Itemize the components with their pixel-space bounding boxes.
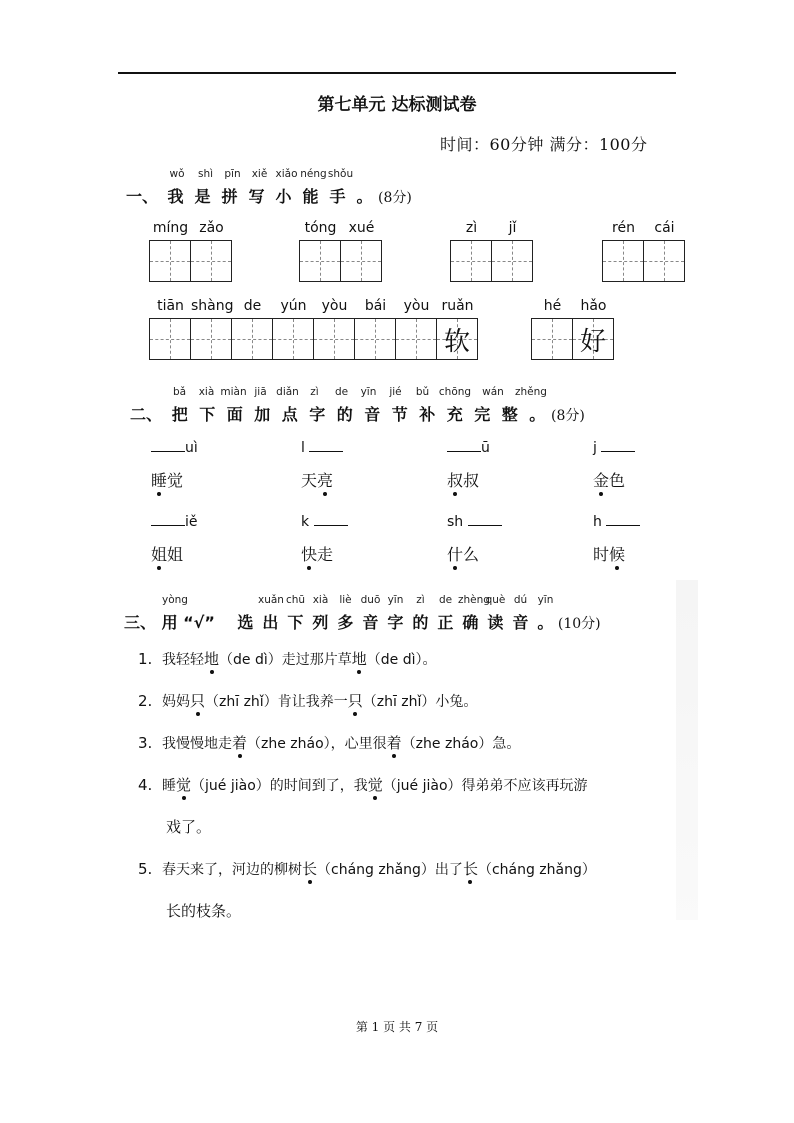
question-text: （zhī zhǐ）肯让我养一 bbox=[205, 694, 348, 710]
question-text: 春天来了，河边的柳树 bbox=[162, 862, 302, 878]
word4-cell bbox=[644, 241, 685, 281]
page-footer: 第 1 页 共 7 页 bbox=[355, 1020, 439, 1034]
dotted-word bbox=[301, 468, 333, 491]
pinyin-syllable: diǎn bbox=[276, 386, 299, 398]
question-line bbox=[138, 858, 596, 879]
question-text: （zhe zháo），心里很 bbox=[247, 736, 387, 752]
heading-char: 音 bbox=[364, 405, 381, 424]
pinyin-syllable: xiě bbox=[251, 168, 268, 180]
phrase-a-cell bbox=[150, 319, 191, 359]
pinyin-syllable: bái bbox=[364, 298, 387, 314]
pinyin-syllable: bǎ bbox=[172, 386, 187, 398]
heading-char: 音 bbox=[362, 613, 379, 632]
heading-char: 音 bbox=[512, 613, 529, 632]
heading-char: 一、 bbox=[125, 187, 158, 206]
section1-pinyin bbox=[162, 168, 354, 182]
blank-initial: l bbox=[301, 440, 310, 456]
heading-char: 写 bbox=[248, 187, 265, 206]
section2-pinyin bbox=[166, 386, 550, 400]
pinyin-syllable: ruǎn bbox=[441, 298, 474, 314]
phrase-a-cell bbox=[191, 319, 232, 359]
section3-heading bbox=[124, 610, 601, 633]
word4-grid bbox=[602, 240, 685, 282]
word2-grid bbox=[299, 240, 382, 282]
heading-char: 加 bbox=[254, 405, 271, 424]
section-score: (8分) bbox=[551, 408, 585, 424]
blank-final: iě bbox=[185, 514, 198, 530]
phrase-a-cell bbox=[314, 319, 355, 359]
blank-final: ū bbox=[481, 440, 490, 456]
pinyin-syllable: yòu bbox=[403, 298, 430, 314]
heading-char: 正 bbox=[437, 613, 454, 632]
dotted-char: 什 bbox=[447, 542, 463, 565]
question-text: （de dì）。 bbox=[366, 652, 437, 668]
pinyin-syllable: hǎo bbox=[580, 298, 607, 314]
dotted-char: 睡 bbox=[151, 468, 167, 491]
word3-grid bbox=[450, 240, 533, 282]
dotted-char: 候 bbox=[609, 542, 625, 565]
heading-char: 的 bbox=[412, 613, 429, 632]
side-watermark bbox=[676, 580, 698, 920]
pinyin-syllable: yīn bbox=[387, 594, 404, 606]
word3-pinyin bbox=[451, 220, 533, 240]
heading-char: 字 bbox=[309, 405, 326, 424]
question-line bbox=[138, 690, 477, 711]
heading-char: 小 bbox=[275, 187, 292, 206]
word-char: 觉 bbox=[167, 471, 184, 490]
pinyin-syllable: zhěng bbox=[515, 386, 547, 398]
dotted-char: 地 bbox=[351, 650, 367, 668]
pinyin-syllable: dú bbox=[513, 594, 528, 606]
section3-questions bbox=[0, 648, 794, 948]
pinyin-syllable: wán bbox=[482, 386, 504, 398]
dotted-char: 金 bbox=[593, 468, 609, 491]
pinyin-syllable: rén bbox=[612, 220, 635, 236]
blank-line bbox=[447, 438, 481, 452]
phrase-a-cell bbox=[273, 319, 314, 359]
heading-char: 下 bbox=[287, 613, 304, 632]
pinyin-syllable: xuǎn bbox=[258, 594, 284, 606]
dotted-char: 姐 bbox=[151, 542, 167, 565]
heading-char: 读 bbox=[487, 613, 504, 632]
section3-pinyin bbox=[258, 594, 558, 608]
heading-char: 列 bbox=[312, 613, 329, 632]
word3-cell bbox=[451, 241, 492, 281]
dotted-char: 觉 bbox=[176, 776, 192, 794]
heading-char: 下 bbox=[199, 405, 216, 424]
pinyin-syllable: hé bbox=[543, 298, 562, 314]
heading-char: 拼 bbox=[221, 187, 238, 206]
pinyin-syllable: tóng bbox=[304, 220, 337, 236]
pinyin-syllable: liè bbox=[339, 594, 352, 606]
dotted-char: 觉 bbox=[367, 776, 383, 794]
blank-final: uì bbox=[185, 440, 198, 456]
phrase-b-cell bbox=[573, 319, 614, 359]
blank-line bbox=[151, 438, 185, 452]
word-char: 姐 bbox=[167, 545, 184, 564]
pinyin-syllable: yīn bbox=[360, 386, 377, 398]
heading-char: 完 bbox=[474, 405, 491, 424]
pinyin-syllable: bǔ bbox=[415, 386, 430, 398]
pinyin-syllable: tiān bbox=[157, 298, 184, 314]
blank-line bbox=[151, 512, 185, 526]
word-char: 叔 bbox=[463, 471, 480, 490]
phrase-a-block bbox=[149, 298, 478, 360]
pinyin-syllable: jiā bbox=[254, 386, 267, 398]
word2-cell bbox=[341, 241, 382, 281]
pinyin-syllable: jié bbox=[389, 386, 402, 398]
word-char: 天 bbox=[301, 471, 318, 490]
word1-cell bbox=[191, 241, 232, 281]
dotted-char: 长 bbox=[302, 860, 318, 878]
syllable-blank bbox=[301, 438, 343, 456]
question-text: （zhe zháo）急。 bbox=[401, 736, 521, 752]
phrase-a-filled-char: 软 bbox=[443, 326, 470, 357]
pinyin-syllable: shǒu bbox=[327, 168, 354, 180]
question-line bbox=[138, 774, 588, 795]
syllable-blank bbox=[151, 512, 198, 530]
heading-char: 整 bbox=[501, 405, 518, 424]
pinyin-syllable: duō bbox=[360, 594, 381, 606]
pinyin-syllable: xià bbox=[198, 386, 215, 398]
question-text: 我慢慢地走 bbox=[162, 736, 232, 752]
pinyin-syllable: zhèng bbox=[458, 594, 490, 606]
heading-char: 能 bbox=[302, 187, 319, 206]
pinyin-syllable: jǐ bbox=[508, 220, 517, 236]
word2-pinyin bbox=[300, 220, 382, 240]
word-char: 走 bbox=[317, 545, 334, 564]
heading-char: 充 bbox=[446, 405, 463, 424]
section2-items bbox=[0, 438, 794, 578]
question-continuation: 戏了。 bbox=[166, 818, 212, 836]
word4-cell bbox=[603, 241, 644, 281]
heading-prefix: 三、 用 “√” bbox=[124, 613, 215, 632]
question-number: 2. bbox=[138, 692, 153, 710]
dotted-word bbox=[151, 542, 183, 565]
pinyin-syllable: pīn bbox=[224, 168, 241, 180]
question-line bbox=[138, 648, 437, 669]
question-text: （jué jiào）得弟弟不应该再玩游 bbox=[382, 778, 588, 794]
syllable-blank bbox=[301, 512, 348, 530]
dotted-char: 只 bbox=[190, 692, 206, 710]
blank-line bbox=[468, 512, 502, 526]
heading-char: 确 bbox=[462, 613, 479, 632]
pinyin-syllable: de bbox=[243, 298, 262, 314]
blank-initial: k bbox=[301, 514, 314, 530]
dotted-word bbox=[593, 468, 625, 491]
heading-char: 补 bbox=[419, 405, 436, 424]
heading-char: 多 bbox=[337, 613, 354, 632]
dotted-word bbox=[593, 542, 625, 565]
pinyin-syllable: chōng bbox=[438, 386, 472, 398]
pinyin-syllable: yīn bbox=[537, 594, 554, 606]
pinyin-syllable: què bbox=[485, 594, 506, 606]
heading-char: 节 bbox=[391, 405, 408, 424]
phrase-b-grid bbox=[531, 318, 614, 360]
word-char: 时 bbox=[593, 545, 610, 564]
phrase-a-pinyin bbox=[150, 298, 478, 318]
pinyin-syllable: yún bbox=[280, 298, 307, 314]
word3-cell bbox=[492, 241, 533, 281]
syllable-blank bbox=[593, 438, 635, 456]
word2-cell bbox=[300, 241, 341, 281]
syllable-blank bbox=[151, 438, 198, 456]
blank-line bbox=[601, 438, 635, 452]
section1-row1 bbox=[0, 220, 794, 290]
dotted-word bbox=[447, 468, 479, 491]
heading-char: 点 bbox=[281, 405, 298, 424]
word-char: 色 bbox=[609, 471, 626, 490]
dotted-char: 着 bbox=[232, 734, 248, 752]
section2-heading bbox=[126, 402, 585, 425]
phrase-a-cell bbox=[355, 319, 396, 359]
section1-heading bbox=[122, 184, 412, 207]
pinyin-syllable: zì bbox=[465, 220, 478, 236]
pinyin-syllable: xiǎo bbox=[275, 168, 298, 180]
dotted-char: 地 bbox=[204, 650, 220, 668]
blank-line bbox=[606, 512, 640, 526]
heading-char: 的 bbox=[336, 405, 353, 424]
question-text: （cháng zhǎng）出了 bbox=[317, 862, 463, 878]
dotted-char: 着 bbox=[386, 734, 402, 752]
heading-char: 。 bbox=[356, 187, 373, 206]
heading-char: 出 bbox=[262, 613, 279, 632]
word4-block bbox=[602, 220, 685, 282]
section3-pinyin-yong: yòng bbox=[162, 594, 188, 606]
heading-char: 手 bbox=[329, 187, 346, 206]
pinyin-syllable: shàng bbox=[191, 298, 234, 314]
word-char: 么 bbox=[463, 545, 480, 564]
word4-pinyin bbox=[603, 220, 685, 240]
phrase-b-filled-char: 好 bbox=[579, 326, 606, 357]
section1-row2 bbox=[0, 298, 794, 368]
blank-initial: h bbox=[593, 514, 607, 530]
dotted-char: 叔 bbox=[447, 468, 463, 491]
heading-char: 把 bbox=[171, 405, 188, 424]
pinyin-syllable: míng bbox=[152, 220, 189, 236]
heading-char: 是 bbox=[194, 187, 211, 206]
top-rule bbox=[118, 72, 676, 74]
dotted-word bbox=[301, 542, 333, 565]
phrase-a-grid bbox=[149, 318, 478, 360]
dotted-char: 长 bbox=[462, 860, 478, 878]
dotted-char: 只 bbox=[347, 692, 363, 710]
blank-initial: j bbox=[593, 440, 602, 456]
pinyin-syllable: miàn bbox=[220, 386, 247, 398]
phrase-b-pinyin bbox=[532, 298, 614, 318]
pinyin-syllable: xià bbox=[312, 594, 329, 606]
heading-char: 选 bbox=[237, 613, 254, 632]
word2-block bbox=[299, 220, 382, 282]
pinyin-syllable: néng bbox=[300, 168, 327, 180]
question-text: （de dì）走过那片草 bbox=[219, 652, 352, 668]
question-line bbox=[138, 732, 520, 753]
heading-char: 面 bbox=[226, 405, 243, 424]
phrase-b-cell bbox=[532, 319, 573, 359]
phrase-a-cell bbox=[232, 319, 273, 359]
pinyin-syllable: zì bbox=[416, 594, 425, 606]
question-text: 妈妈 bbox=[162, 694, 190, 710]
phrase-a-cell bbox=[437, 319, 478, 359]
question-text: （zhī zhǐ）小兔。 bbox=[362, 694, 478, 710]
syllable-blank bbox=[593, 512, 640, 530]
word3-block bbox=[450, 220, 533, 282]
word1-block bbox=[149, 220, 232, 282]
word1-cell bbox=[150, 241, 191, 281]
question-number: 1. bbox=[138, 650, 153, 668]
pinyin-syllable: wǒ bbox=[169, 168, 185, 180]
pinyin-syllable: shì bbox=[197, 168, 214, 180]
blank-line bbox=[309, 438, 343, 452]
pinyin-syllable: zǎo bbox=[199, 220, 224, 236]
pinyin-syllable: yòu bbox=[321, 298, 348, 314]
pinyin-syllable: xué bbox=[348, 220, 375, 236]
heading-char: 我 bbox=[167, 187, 184, 206]
pinyin-syllable: cái bbox=[654, 220, 675, 236]
syllable-blank bbox=[447, 438, 490, 456]
section-score: (8分) bbox=[378, 190, 412, 206]
question-text: 睡 bbox=[162, 778, 176, 794]
pinyin-syllable: de bbox=[334, 386, 349, 398]
question-continuation: 长的枝条。 bbox=[166, 902, 242, 920]
dotted-word bbox=[447, 542, 479, 565]
question-number: 5. bbox=[138, 860, 153, 878]
phrase-b-block bbox=[531, 298, 614, 360]
pinyin-syllable: de bbox=[438, 594, 453, 606]
blank-line bbox=[314, 512, 348, 526]
section-score: (10分) bbox=[557, 616, 601, 632]
word1-grid bbox=[149, 240, 232, 282]
blank-initial: sh bbox=[447, 514, 468, 530]
heading-char: 二、 bbox=[129, 405, 162, 424]
question-text: （jué jiào）的时间到了，我 bbox=[191, 778, 368, 794]
question-text: （cháng zhǎng） bbox=[477, 862, 596, 878]
phrase-a-cell bbox=[396, 319, 437, 359]
heading-char: 。 bbox=[529, 405, 546, 424]
dotted-char: 快 bbox=[301, 542, 317, 565]
question-number: 3. bbox=[138, 734, 153, 752]
page-title: 第七单元 达标测试卷 bbox=[317, 95, 477, 115]
word1-pinyin bbox=[150, 220, 232, 240]
question-text: 我轻轻 bbox=[162, 652, 204, 668]
dotted-word bbox=[151, 468, 183, 491]
syllable-blank bbox=[447, 512, 502, 530]
dotted-char: 亮 bbox=[317, 468, 333, 491]
question-number: 4. bbox=[138, 776, 153, 794]
heading-char: 字 bbox=[387, 613, 404, 632]
pinyin-syllable: zì bbox=[310, 386, 319, 398]
pinyin-syllable: chū bbox=[285, 594, 306, 606]
heading-char: 。 bbox=[537, 613, 554, 632]
time-info: 时间：60分钟 满分：100分 bbox=[440, 135, 648, 154]
